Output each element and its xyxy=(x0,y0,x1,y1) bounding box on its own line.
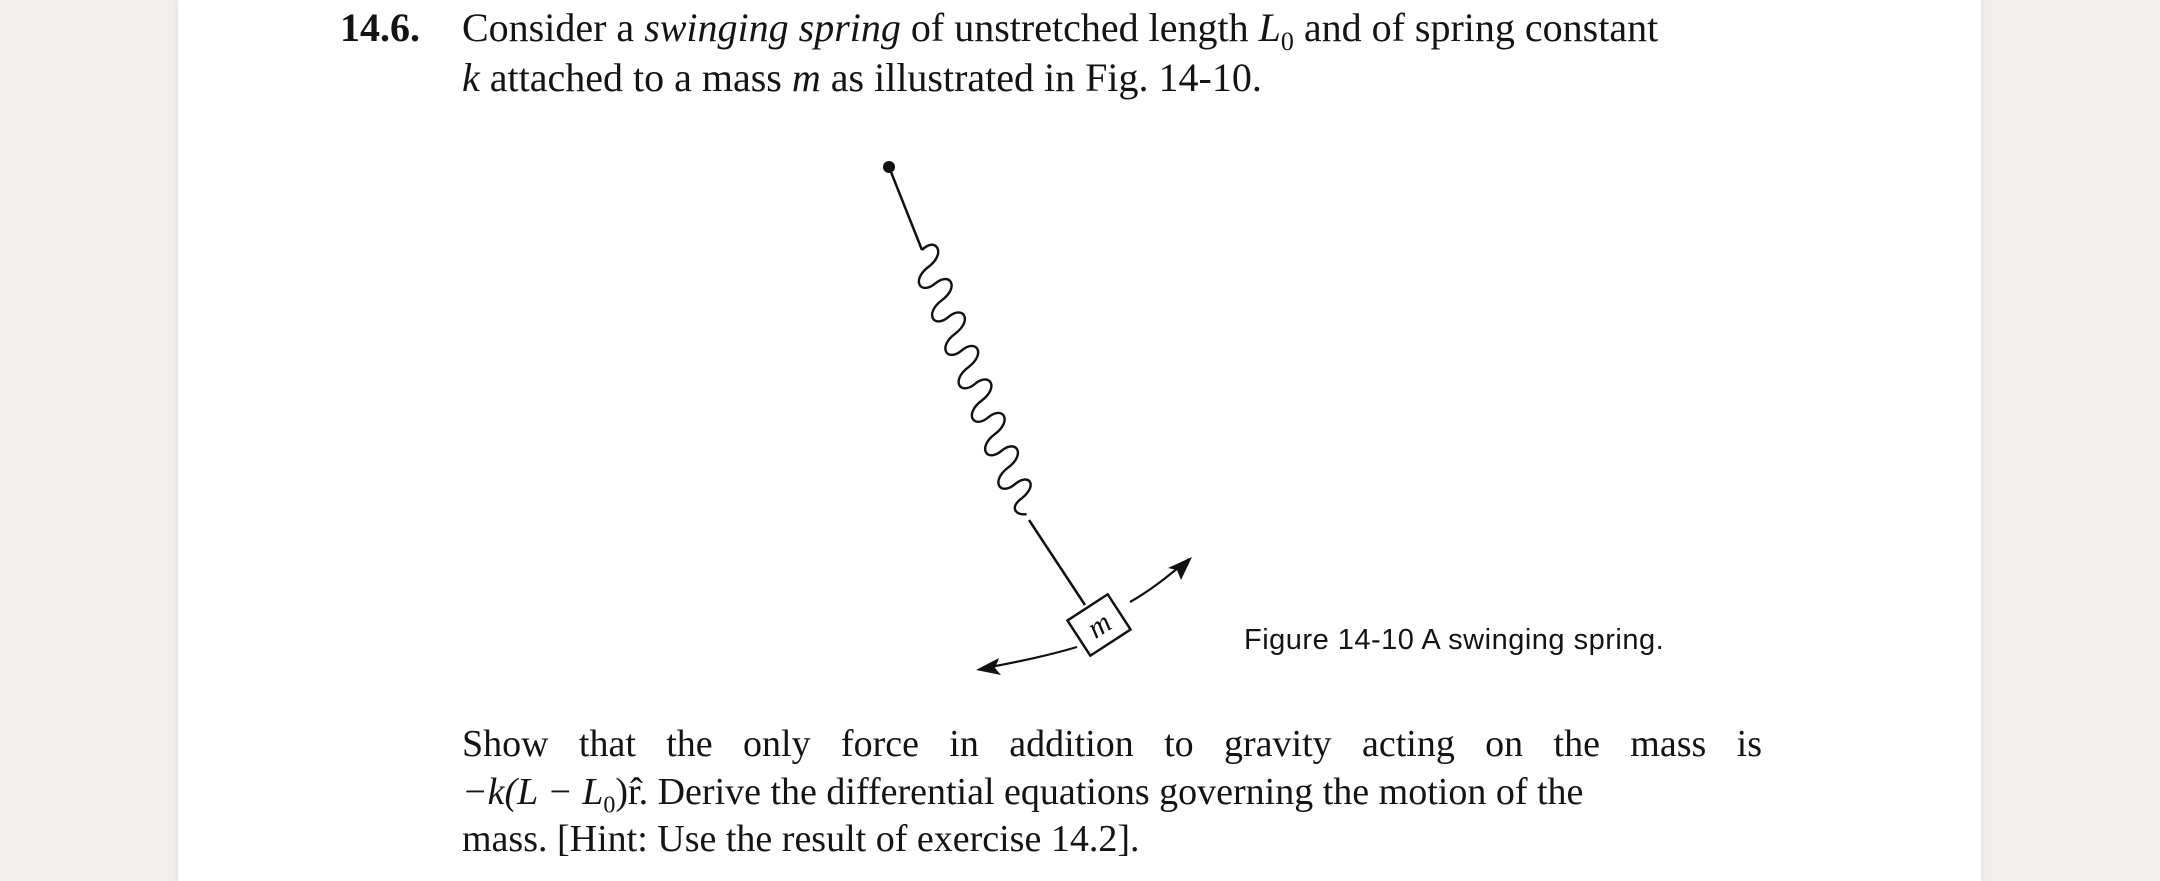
spring-coil xyxy=(907,243,1040,520)
figure-caption: Figure 14-10 A swinging spring. xyxy=(1244,624,1665,656)
force-expression: −k(L − L xyxy=(462,771,604,813)
body-line-1: Show that the only force in addition to gravity acting on the mass is xyxy=(462,723,1762,765)
text-run: of unstretched length xyxy=(900,5,1259,50)
symbol-k: k xyxy=(462,55,480,100)
arrowhead-right xyxy=(1168,557,1192,580)
symbol-m: m xyxy=(791,55,821,100)
text-run: and of spring constant xyxy=(1293,5,1659,50)
problem-statement-line-1 xyxy=(462,4,1658,57)
mass-label: m xyxy=(1081,605,1118,646)
text-run: )r̂. Derive the differential equations governing the motion of the xyxy=(615,771,1584,813)
subscript-zero: 0 xyxy=(1280,27,1294,56)
lower-rod xyxy=(1029,520,1085,605)
swinging-spring-figure xyxy=(840,140,1260,680)
mass-block xyxy=(1067,594,1130,655)
term-swinging-spring: swinging spring xyxy=(644,5,901,50)
text-run: Consider a xyxy=(462,5,645,50)
subscript-zero: 0 xyxy=(603,792,616,819)
problem-statement-line-2 xyxy=(462,54,1262,101)
body-line-3: mass. [Hint: Use the result of exercise 14.2]. xyxy=(462,818,1140,860)
symbol-L: L xyxy=(1258,5,1281,50)
upper-rod xyxy=(889,167,922,250)
body-line-2 xyxy=(462,770,1762,820)
text-run: attached to a mass xyxy=(479,55,792,100)
problem-number: 14.6. xyxy=(340,5,420,50)
text-run: as illustrated in Fig. 14-10. xyxy=(820,55,1262,100)
